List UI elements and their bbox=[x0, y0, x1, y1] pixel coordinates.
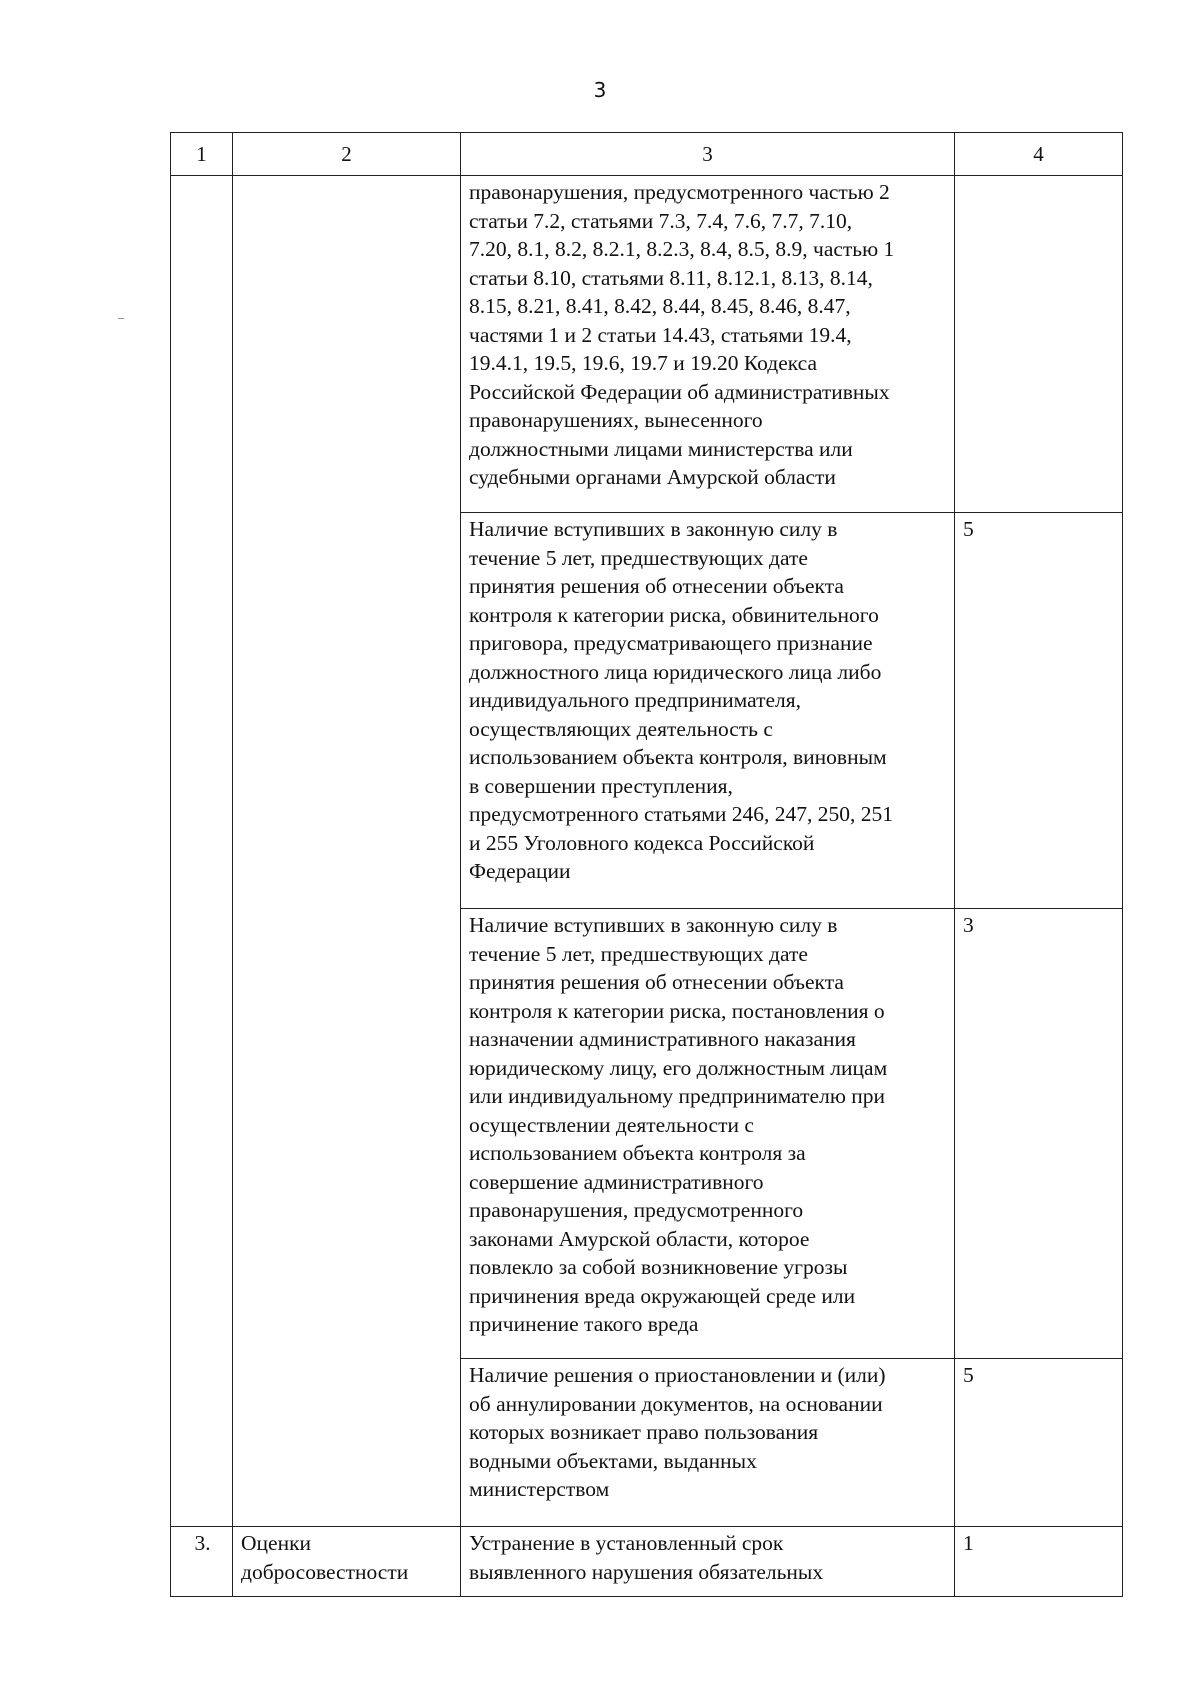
criterion-text: Устранение в установленный срок выявленного нарушения обязательных bbox=[469, 1531, 824, 1584]
table-header-row bbox=[171, 133, 1123, 176]
criterion-text: Наличие вступивших в законную силу в течение 5 лет, предшествующих дате принятия решения об отнесении объекта контроля к категории риска, обвинительного приговора, предусматривающего признание должностного лица юридического лица либо индивидуального предпринимателя, осуществляющих деятельность с использованием объекта контроля, виновным в совершении преступления, предусмотренного статьями 246, 247, 250, 251 и 255 Уголовного кодекса Российской Федерации bbox=[469, 517, 893, 883]
table-row bbox=[171, 176, 1123, 513]
scan-artifact bbox=[118, 318, 124, 319]
score-cell: 3 bbox=[955, 909, 1123, 1359]
criterion-text: Наличие решения о приостановлении и (или) об аннулировании документов, на основании которых возникает право пользования водными объектами, выданных министерством bbox=[469, 1363, 886, 1501]
criterion-cell bbox=[461, 513, 955, 909]
criterion-cell bbox=[461, 1527, 955, 1597]
category-cell bbox=[233, 1527, 461, 1597]
header-cell-1: 1 bbox=[171, 133, 233, 176]
score-cell: 5 bbox=[955, 1359, 1123, 1527]
criterion-cell bbox=[461, 176, 955, 513]
table-row bbox=[171, 1527, 1123, 1597]
score-cell bbox=[955, 176, 1123, 513]
score-cell: 5 bbox=[955, 513, 1123, 909]
page-number: 3 bbox=[593, 78, 607, 102]
criterion-text: правонарушения, предусмотренного частью 2 статьи 7.2, статьями 7.3, 7.4, 7.6, 7.7, 7.10, 7.20, 8.1, 8.2, 8.2.1, 8.2.3, 8.4, 8.5, 8.9, частью 1 статьи 8.10, статьями 8.11, 8.12.1, 8.13, 8.14, 8.15, 8.21, 8.41, 8.42, 8.44, 8.45, 8.46, 8.47, частями 1 и 2 статьи 14.43, статьями 19.4, 19.4.1, 19.5, 19.6, 19.7 и 19.20 Кодекса Российской Федерации об административных правонарушениях, вынесенного должностными лицами министерства или судебными органами Амурской области bbox=[469, 180, 895, 489]
number-cell bbox=[171, 1527, 233, 1597]
header-cell-3: 3 bbox=[461, 133, 955, 176]
category-cell bbox=[233, 176, 461, 1527]
criterion-cell bbox=[461, 909, 955, 1359]
criterion-text: Наличие вступивших в законную силу в течение 5 лет, предшествующих дате принятия решения об отнесении объекта контроля к категории риска, постановления о назначении административного наказания юридическому лицу, его должностным лицам или индивидуальному предпринимателю при осуществлении деятельности с использованием объекта контроля за совершение административного правонарушения, предусмотренного законами Амурской области, которое повлекло за собой возникновение угрозы причинения вреда окружающей среде или причинение такого вреда bbox=[469, 913, 888, 1336]
header-cell-4: 4 bbox=[955, 133, 1123, 176]
score-cell: 1 bbox=[955, 1527, 1123, 1597]
category-text: Оценки добросовестности bbox=[241, 1531, 409, 1584]
row-number: 3. bbox=[194, 1531, 211, 1555]
number-cell bbox=[171, 176, 233, 1527]
criteria-table bbox=[170, 132, 1123, 1597]
header-cell-2: 2 bbox=[233, 133, 461, 176]
criterion-cell bbox=[461, 1359, 955, 1527]
